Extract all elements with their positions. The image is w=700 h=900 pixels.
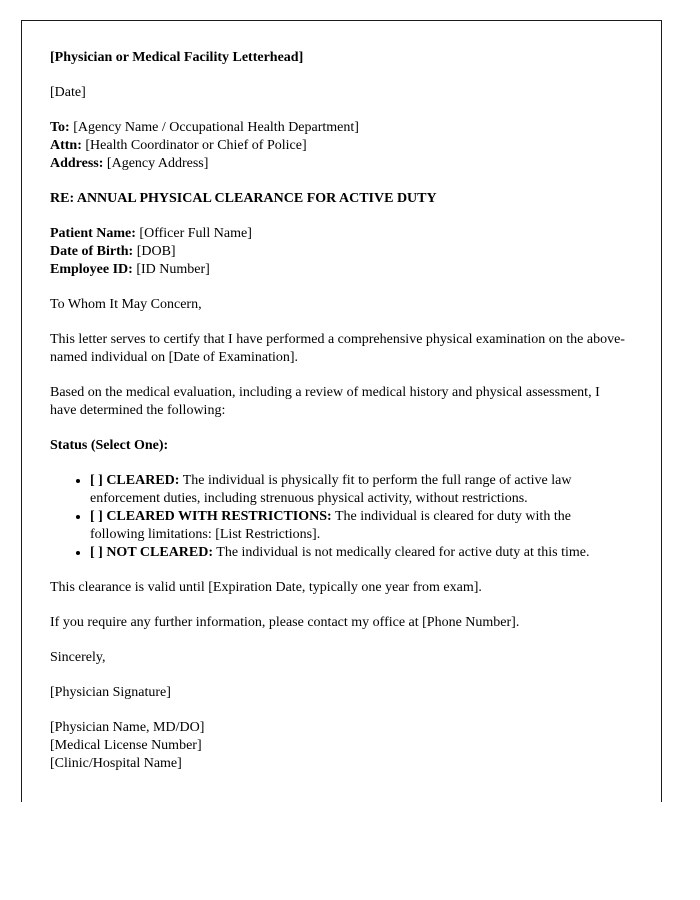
employee-id-label: Employee ID: (50, 262, 133, 277)
status-option-not-cleared (90, 544, 628, 562)
salutation: To Whom It May Concern, (50, 297, 202, 312)
cleared-restrictions-description: The individual is cleared for duty with the following limitations: [List Restrictions]. (90, 509, 571, 542)
cleared-restrictions-checkbox-label: [ ] CLEARED WITH RESTRICTIONS: (90, 509, 332, 524)
closing: Sincerely, (50, 650, 106, 665)
letterhead-placeholder: [Physician or Medical Facility Letterhead] (50, 50, 304, 65)
dob-label: Date of Birth: (50, 244, 134, 259)
signature-placeholder: [Physician Signature] (50, 685, 171, 700)
patient-dob-line (50, 243, 628, 261)
not-cleared-checkbox-label: [ ] NOT CLEARED: (90, 545, 214, 560)
status-heading: Status (Select One): (50, 438, 169, 453)
recipient-attn-line (50, 137, 628, 155)
status-options-list (50, 472, 628, 562)
cleared-checkbox-label: [ ] CLEARED: (90, 473, 180, 488)
attn-value: [Health Coordinator or Chief of Police] (85, 138, 307, 153)
to-value: [Agency Name / Occupational Health Department] (73, 120, 359, 135)
to-label: To: (50, 120, 70, 135)
evaluation-paragraph: Based on the medical evaluation, including a review of medical history and physical assessment, I have determined the following: (50, 385, 600, 418)
patient-info-block (50, 225, 628, 279)
recipient-address-line (50, 155, 628, 173)
patient-name-label: Patient Name: (50, 226, 136, 241)
status-option-cleared-with-restrictions (90, 508, 628, 544)
patient-name-value: [Officer Full Name] (139, 226, 252, 241)
patient-id-line (50, 261, 628, 279)
subject-line: RE: ANNUAL PHYSICAL CLEARANCE FOR ACTIVE DUTY (50, 191, 437, 206)
attn-label: Attn: (50, 138, 82, 153)
recipient-block (50, 119, 628, 173)
employee-id-value: [ID Number] (136, 262, 210, 277)
clinic-name-line: [Clinic/Hospital Name] (50, 756, 182, 771)
not-cleared-description: The individual is not medically cleared for active duty at this time. (216, 545, 590, 560)
recipient-to-line (50, 119, 628, 137)
status-option-cleared (90, 472, 628, 508)
address-value: [Agency Address] (106, 156, 209, 171)
cleared-description: The individual is physically fit to perform the full range of active law enforcement duties, including strenuous physical activity, without restrictions. (90, 473, 572, 506)
medical-license-line: [Medical License Number] (50, 738, 202, 753)
address-label: Address: (50, 156, 104, 171)
signature-block (50, 719, 628, 773)
letter-container (21, 20, 662, 802)
dob-value: [DOB] (136, 244, 176, 259)
certify-paragraph: This letter serves to certify that I have performed a comprehensive physical examination on the above-named individual on [Date of Examination]. (50, 332, 625, 365)
contact-line: If you require any further information, please contact my office at [Phone Number]. (50, 615, 520, 630)
patient-name-line (50, 225, 628, 243)
physician-name-line: [Physician Name, MD/DO] (50, 720, 205, 735)
validity-line: This clearance is valid until [Expiration Date, typically one year from exam]. (50, 580, 482, 595)
date-placeholder: [Date] (50, 85, 86, 100)
